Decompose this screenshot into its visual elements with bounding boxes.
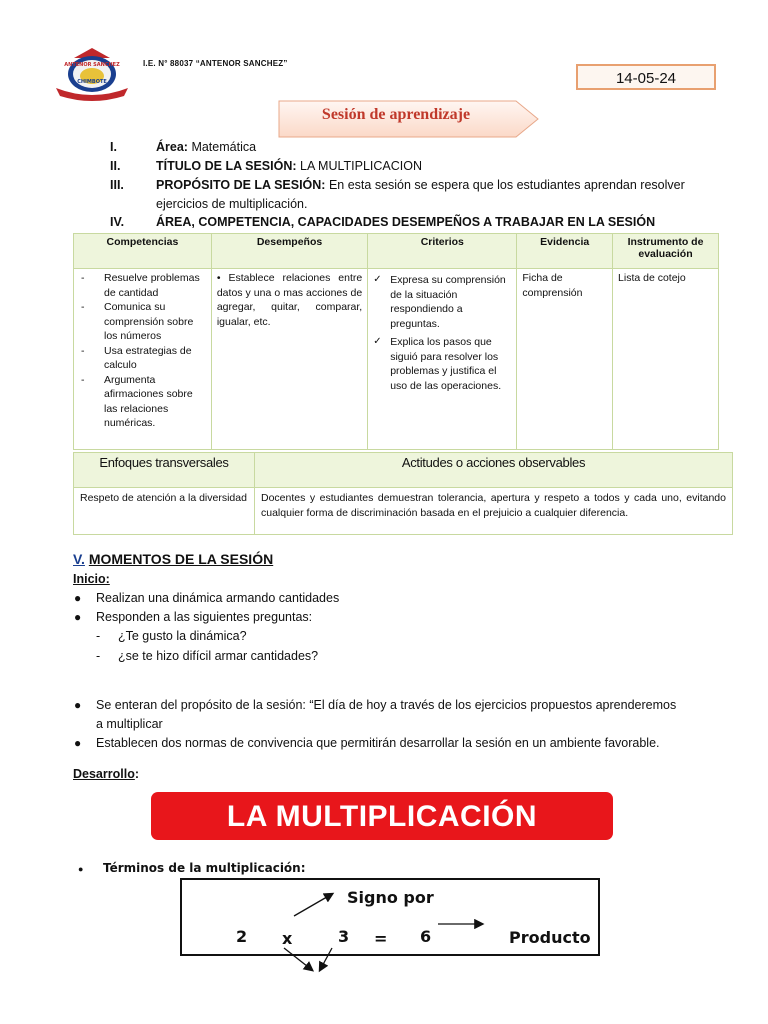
producto-label: Producto (509, 928, 591, 947)
bullet-icon: ● (74, 698, 82, 712)
proposito-line-1: Se enteran del propósito de la sesión: “El día de hoy a través de los ejercicios propuestos aprenderemos (96, 698, 677, 712)
dash-icon: - (96, 649, 101, 663)
operator-x: x (282, 929, 293, 948)
arrow-factor-b (320, 948, 332, 970)
pregunta-item: ¿se te hizo difícil armar cantidades? (118, 649, 319, 663)
momentos-heading: V. MOMENTOS DE LA SESIÓN (73, 551, 274, 567)
cell-competencias (74, 269, 212, 450)
cell-enfoque: Respeto de atención a la diversidad (74, 488, 255, 535)
header-evidencia: Evidencia (517, 234, 613, 269)
header-actitudes: Actitudes o acciones observables (255, 453, 733, 488)
header-enfoques: Enfoques transversales (74, 453, 255, 488)
desempeno-text: Establece relaciones entre datos y una o mas acciones de agregar, quitar, comparar, igualar, etc. (216, 272, 363, 328)
date-box: 14-05-24 (576, 64, 716, 90)
bullet-icon: ● (74, 736, 82, 750)
session-title: Sesión de aprendizaje (321, 106, 471, 123)
cell-desempeno (211, 269, 367, 450)
arrow-to-signo (294, 894, 332, 916)
bullet-icon: ● (78, 864, 84, 874)
terminos-label: Términos de la multiplicación: (103, 861, 306, 875)
header-criterios: Criterios (368, 234, 517, 269)
signo-label: Signo por (347, 888, 434, 907)
dash-icon: - (96, 629, 101, 643)
inicio-item: Realizan una dinámica armando cantidades (96, 591, 340, 605)
proposito-line-2: a multiplicar (96, 717, 163, 731)
logo-text-bottom: CHIMBOTE (77, 79, 107, 85)
multiplication-diagram (180, 878, 600, 956)
arrow-factor-a (284, 948, 312, 970)
header-competencias: Competencias (74, 234, 212, 269)
factor-a: 2 (236, 927, 248, 946)
result-value: 6 (420, 927, 432, 946)
inicio-label: Inicio: (73, 572, 110, 586)
arrows (182, 880, 602, 976)
cell-evidencia: Ficha de comprensión (517, 269, 613, 450)
competencias-table (73, 233, 719, 450)
school-logo (52, 44, 132, 104)
competencia-item: - Argumenta afirmaciones sobre las relaciones numéricas. (79, 373, 206, 431)
cell-actitud: Docentes y estudiantes demuestran tolerancia, apertura y respeto a todos y cada uno, evitando cualquier forma de discriminación basada en el prejuicio a cualquier diferencia. (255, 488, 733, 535)
desarrollo-label: Desarrollo: (73, 767, 140, 781)
criterio-item: ✓ Expresa su comprensión de la situación respondiendo a preguntas. (373, 273, 511, 331)
header-desempenos: Desempeños (211, 234, 367, 269)
multiplicacion-banner: LA MULTIPLICACIÓN (151, 792, 613, 840)
competencia-item: - Usa estrategias de calculo (79, 344, 206, 373)
normas-item: Establecen dos normas de convivencia que permitirán desarrollar la sesión en un ambiente favorable. (96, 736, 660, 750)
header-instrumento: Instrumento de evaluación (613, 234, 719, 269)
school-name: I.E. N° 88037 “ANTENOR SANCHEZ” (143, 59, 288, 68)
cell-criterios (368, 269, 517, 450)
logo-text-top: ANTENOR SANCHEZ (64, 62, 120, 68)
enfoques-table (73, 452, 733, 535)
criterio-item: ✓ Explica los pasos que siguió para resolver los problemas y justifica el uso de las operaciones. (373, 335, 511, 393)
inicio-item: Responden a las siguientes preguntas: (96, 610, 313, 624)
bullet-icon: ● (74, 610, 82, 624)
bullet-icon: • (216, 272, 221, 284)
equals-sign: = (374, 929, 388, 948)
competencia-item: - Comunica su comprensión sobre los números (79, 300, 206, 344)
factor-b: 3 (338, 927, 350, 946)
bullet-icon: ● (74, 591, 82, 605)
cell-instrumento: Lista de cotejo (613, 269, 719, 450)
pregunta-item: ¿Te gusto la dinámica? (118, 629, 247, 643)
competencia-item: - Resuelve problemas de cantidad (79, 271, 206, 300)
